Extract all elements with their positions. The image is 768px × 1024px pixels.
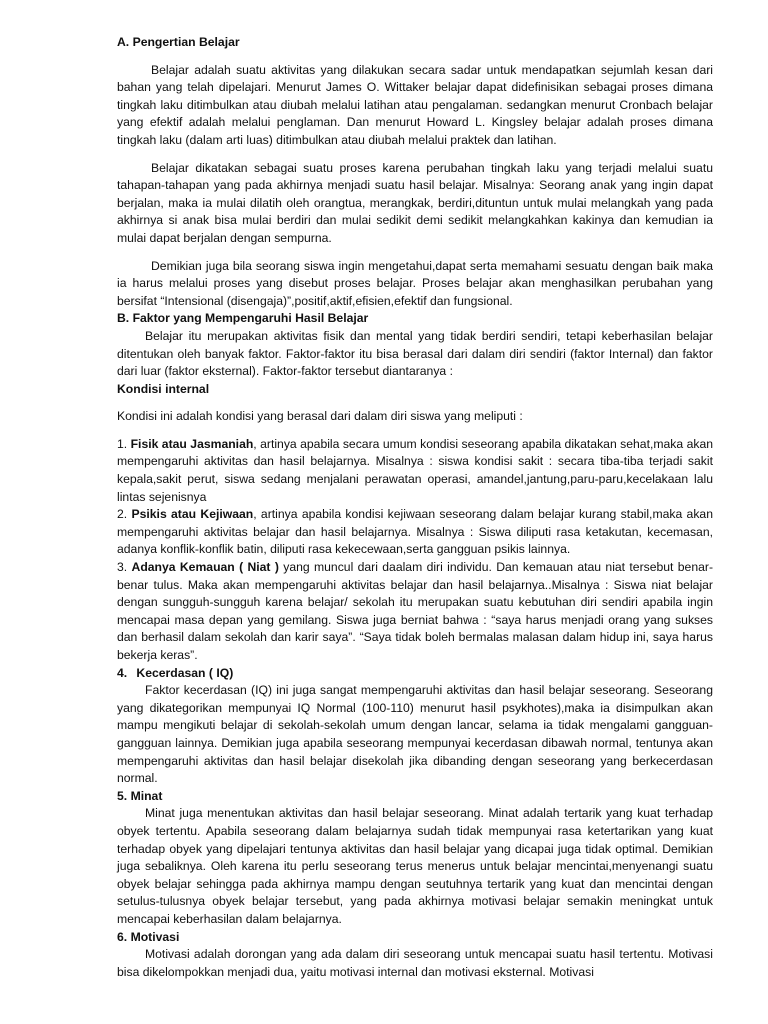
list-item-fisik: [117, 436, 713, 506]
kecerdasan-number: 4.: [117, 665, 128, 680]
list-item-term: Fisik atau Jasmaniah: [130, 436, 254, 451]
motivasi-number: 6.: [117, 929, 128, 944]
minat-paragraph: Minat juga menentukan aktivitas dan hasil belajar seseorang. Minat adalah tertarik yang kuat terhadap obyek tertentu. Apabila seseorang dalam belajarnya sudah tidak mempunyai rasa ketertarikan yang kuat terhadap obyek yang dipelajari tentunya aktivitas dan hasil belajar yang dicapai juga tidak optimal. Demikian juga sebaliknya. Oleh karena itu perlu seseorang terus menerus untuk belajar mencintai,menyenangi suatu obyek belajar sehingga pada akhirnya mampu dengan seutuhnya tertarik yang kuat dan mencintai dengan setulus-tulusnya obyek belajar tersebut, yang pada akhirnya motivasi belajar semakin meningkat untuk mencapai keberhasilan dalam belajarnya.: [117, 806, 713, 926]
section-a-paragraph-2: Belajar dikatakan sebagai suatu proses karena perubahan tingkah laku yang terjadi melalui suatu tahapan-tahapan yang pada akhirnya menjadi suatu hasil belajar. Misalnya: Seorang anak yang ingin dapat berjalan, maka ia mulai dilatih oleh orangtua, merangkak, berdiri,dituntun untuk mulai melangkah yang pada akhirnya si anak bisa mulai berdiri dan mulai sedikit demi sedikit melangkahkan kakinya dan kemudian ia mulai dapat berjalan dengan sempurna.: [117, 160, 713, 245]
motivasi-paragraph: Motivasi adalah dorongan yang ada dalam diri seseorang untuk mencapai suatu hasil tertentu. Motivasi bisa dikelompokkan menjadi dua, yaitu motivasi internal dan motivasi eksternal. Motivasi: [117, 947, 713, 979]
section-a-heading: A. Pengertian Belajar: [117, 35, 240, 49]
list-item-number: 1.: [117, 436, 128, 451]
list-item-number: 3.: [117, 560, 128, 575]
kecerdasan-paragraph: Faktor kecerdasan (IQ) ini juga sangat mempengaruhi aktivitas dan hasil belajar seseorang. Seseorang yang dikategorikan mempunyai IQ Normal (100-110) menurut hasil psykhotes),maka ia disimpulkan akan mampu mengikuti belajar di sekolah-sekolah umum dengan lancar, selama ia tidak mengalami gangguan-gangguan lainnya. Demikian juga apabila seseorang mempunyai kecerdasan dibawah normal, tentunya akan mempengaruhi aktivitas dan hasil belajar disekolah jika dibanding dengan seseorang yang berkecerdasan normal.: [117, 683, 713, 786]
kecerdasan-title: Kecerdasan ( IQ): [136, 665, 234, 680]
list-item-kemauan: [117, 559, 713, 665]
list-item-psikis: [117, 506, 713, 559]
kecerdasan-heading: [117, 665, 713, 683]
list-item-text: , artinya apabila kondisi kejiwaan seseorang dalam belajar kurang stabil,maka akan mempengaruhi aktivitas belajar dan hasil belajarnya. Misalnya : Siswa diliputi rasa ketakutan, kecemasan, adanya konflik-konflik batin, diliputi rasa kekecewaan,serta gangguan psikis lainnya.: [117, 507, 713, 557]
motivasi-heading: [117, 929, 713, 947]
section-b-paragraph-1: Belajar itu merupakan aktivitas fisik dan mental yang tidak berdiri sendiri, tetapi keberhasilan belajar ditentukan oleh banyak faktor. Faktor-faktor itu bisa berasal dari dalam diri sendiri (faktor Internal) dan faktor dari luar (faktor eksternal). Faktor-faktor tersebut diantaranya :: [117, 328, 713, 379]
kondisi-internal-intro: Kondisi ini adalah kondisi yang berasal dari dalam diri siswa yang meliputi :: [117, 409, 523, 424]
list-item-number: 2.: [117, 507, 128, 522]
kondisi-internal-heading: Kondisi internal: [117, 381, 210, 396]
list-item-text: yang muncul dari daalam diri individu. Dan kemauan atau niat tersebut benar-benar tulus. Maka akan mempengaruhi aktivitas belajar dan hasil belajarnya..Misalnya : Siswa niat belajar dengan sungguh-sungguh karena belajar/ sekolah itu merupakan suatu kebutuhan diri sendiri apabila ingin mencapai masa depan yang gemilang. Siswa juga berniat bahwa : “saya harus menjadi orang yang sukses dan berhasil dalam sekolah dan karir saya”. “Saya tidak boleh bermalas malasan dalam hidup ini, saya harus bekerja keras”.: [117, 560, 714, 662]
section-a-paragraph-3: Demikian juga bila seorang siswa ingin mengetahui,dapat serta memahami sesuatu dengan baik maka ia harus melalui proses yang disebut proses belajar. Proses belajar akan menghasilkan perubahan yang bersifat “Intensional (disengaja)”,positif,aktif,efisien,efektif dan fungsional.: [117, 258, 713, 308]
minat-number: 5.: [117, 788, 128, 803]
list-item-term: Psikis atau Kejiwaan: [131, 507, 254, 522]
minat-title: Minat: [130, 788, 163, 803]
list-item-term: Adanya Kemauan ( Niat ): [131, 560, 279, 575]
section-b-heading: B. Faktor yang Mempengaruhi Hasil Belajar: [117, 311, 369, 326]
motivasi-title: Motivasi: [130, 929, 180, 944]
minat-heading: [117, 788, 713, 806]
list-item-text: , artinya apabila secara umum kondisi seseorang apabila dikatakan sehat,maka akan mempengaruhi aktivitas dan hasil belajarnya. Misalnya : siswa kondisi sakit : secara tiba-tiba terjadi sakit kepala,sakit perut, siswa sedang menjalani perawatan operasi, amandel,jantung,paru-paru,kecelakaan lalu lintas sejenisnya: [117, 436, 714, 504]
section-a-paragraph-1: Belajar adalah suatu aktivitas yang dilakukan secara sadar untuk mendapatkan sejumlah kesan dari bahan yang telah dipelajari. Menurut James O. Wittaker belajar dapat didefinisikan sebagai proses dimana tingkah laku ditimbulkan atau diubah melalui latihan atau pengalaman. sedangkan menurut Cronbach belajar yang efektif adalah melalui penglaman. Dan menurut Howard L. Kingsley belajar adalah proses dimana tingkah laku (dalam arti luas) ditimbulkan atau diubah melalui praktek dan latihan.: [117, 62, 713, 147]
